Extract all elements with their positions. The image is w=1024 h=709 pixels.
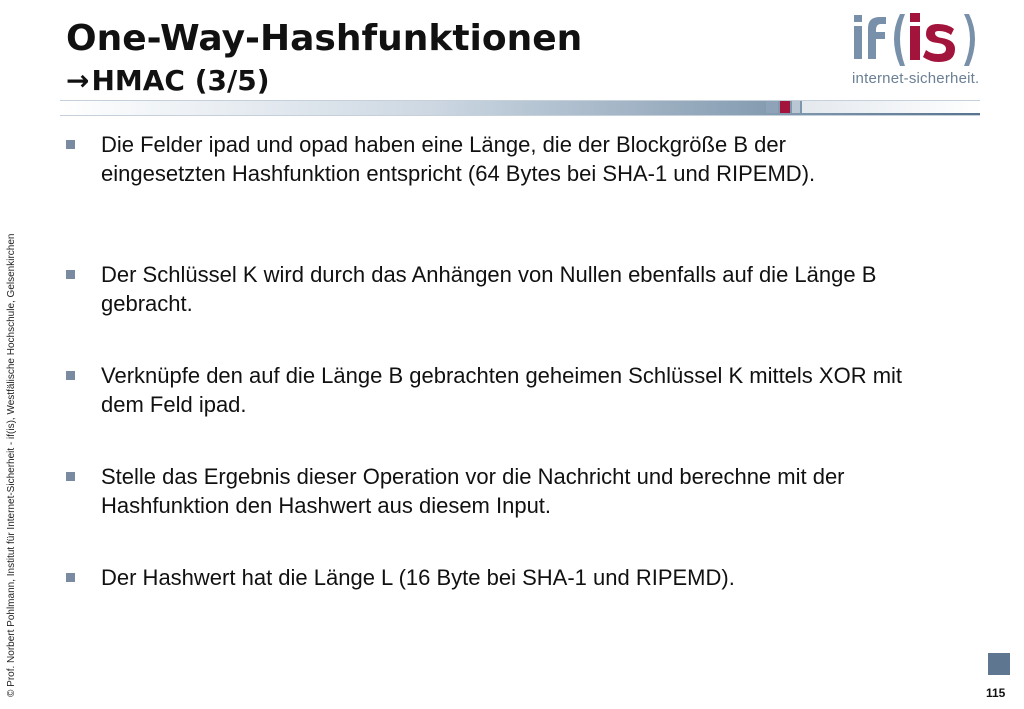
- divider-fade: [802, 101, 982, 113]
- divider-arrow-shape: [60, 102, 68, 112]
- slide-title: One-Way-Hashfunktionen: [66, 18, 583, 59]
- copyright-side-note: © Prof. Norbert Pohlmann, Institut für Internet-Sicherheit - if(is), Westfälische Hochschule, Gelsenkirchen: [6, 233, 17, 697]
- corner-square: [988, 653, 1010, 675]
- arrow-icon: →: [66, 64, 90, 97]
- slide-subtitle: [66, 62, 270, 100]
- bullet-square-icon: [66, 270, 75, 279]
- divider-block: [766, 101, 778, 113]
- bullet-square-icon: [66, 573, 75, 582]
- bullet-text: Der Schlüssel K wird durch das Anhängen von Nullen ebenfalls auf die Länge B gebracht.: [101, 262, 877, 316]
- bullet-text: Die Felder ipad und opad haben eine Länge, die der Blockgröße B der eingesetzten Hashfunktion entspricht (64 Bytes bei SHA-1 und RIPEMD).: [101, 132, 816, 186]
- page-number: 115: [986, 686, 1006, 700]
- ifis-logo: [852, 10, 990, 90]
- ifis-logo-mark: [852, 10, 990, 70]
- divider-block: [792, 101, 800, 113]
- bullet-text: Der Hashwert hat die Länge L (16 Byte bei SHA-1 und RIPEMD).: [101, 565, 735, 590]
- bullet-square-icon: [66, 371, 75, 380]
- divider-red-block: [780, 101, 790, 113]
- bullet-square-icon: [66, 472, 75, 481]
- bullet-square-icon: [66, 140, 75, 149]
- logo-caption: internet-sicherheit.: [852, 70, 980, 87]
- subtitle-text: HMAC (3/5): [91, 64, 270, 97]
- bullet-text: Stelle das Ergebnis dieser Operation vor die Nachricht und berechne mit der Hashfunktion den Hashwert aus diesem Input.: [101, 464, 845, 518]
- bullet-text: Verknüpfe den auf die Länge B gebrachten geheimen Schlüssel K mittels XOR mit dem Feld ipad.: [101, 363, 903, 417]
